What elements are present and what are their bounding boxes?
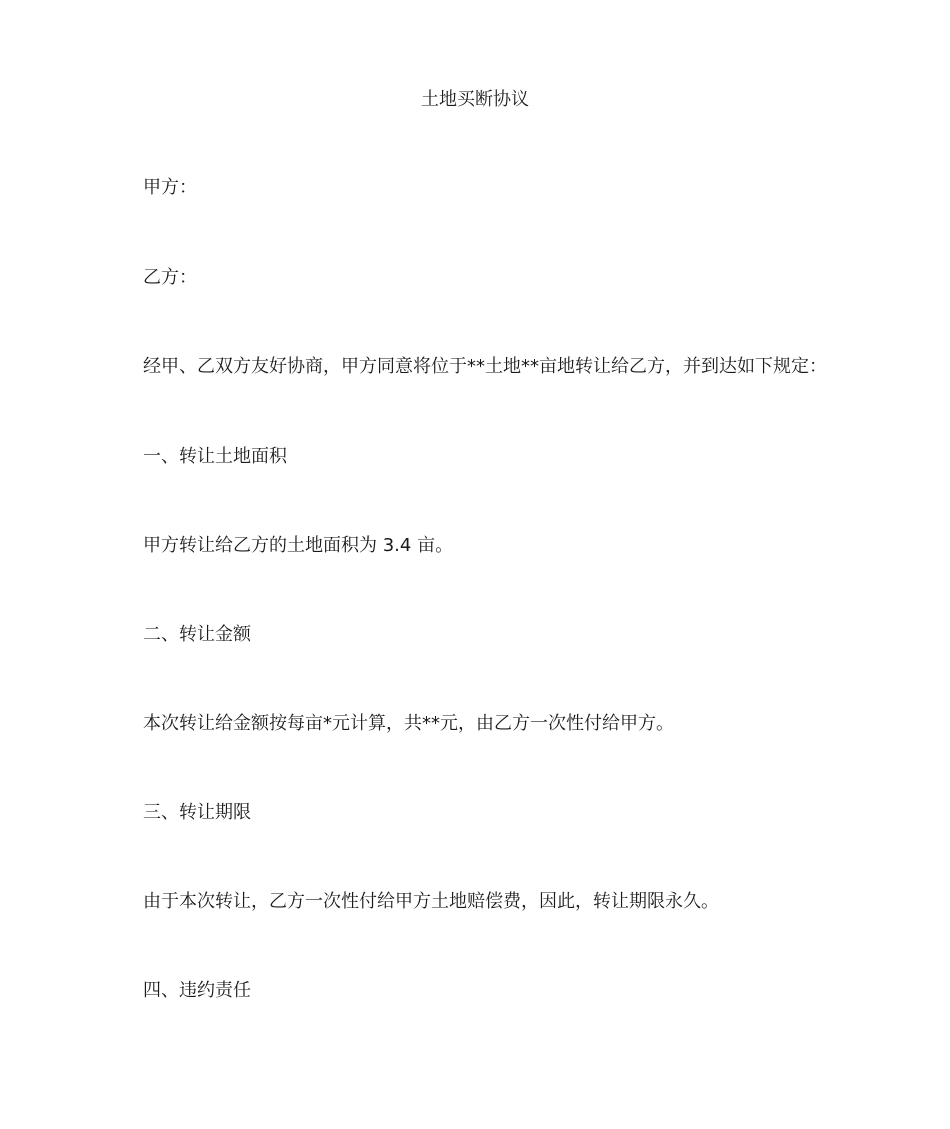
document-title: 土地买断协议 bbox=[421, 89, 529, 110]
intro-paragraph: 经甲、乙双方友好协商，甲方同意将位于**土地**亩地转让给乙方，并到达如下规定： bbox=[143, 356, 827, 377]
party-b-line: 乙方： bbox=[143, 267, 197, 288]
section-body-1: 甲方转让给乙方的土地面积为 3.4 亩。 bbox=[143, 535, 454, 556]
section-heading-1: 一、转让土地面积 bbox=[143, 446, 287, 467]
section-body-2: 本次转让给金额按每亩*元计算，共**元，由乙方一次性付给甲方。 bbox=[143, 713, 674, 734]
section-body-3: 由于本次转让，乙方一次性付给甲方土地赔偿费，因此，转让期限永久。 bbox=[143, 891, 719, 912]
party-a-line: 甲方： bbox=[143, 177, 197, 198]
section-heading-3: 三、转让期限 bbox=[143, 802, 251, 823]
section-heading-4: 四、违约责任 bbox=[143, 980, 251, 1001]
section-heading-2: 二、转让金额 bbox=[143, 624, 251, 645]
